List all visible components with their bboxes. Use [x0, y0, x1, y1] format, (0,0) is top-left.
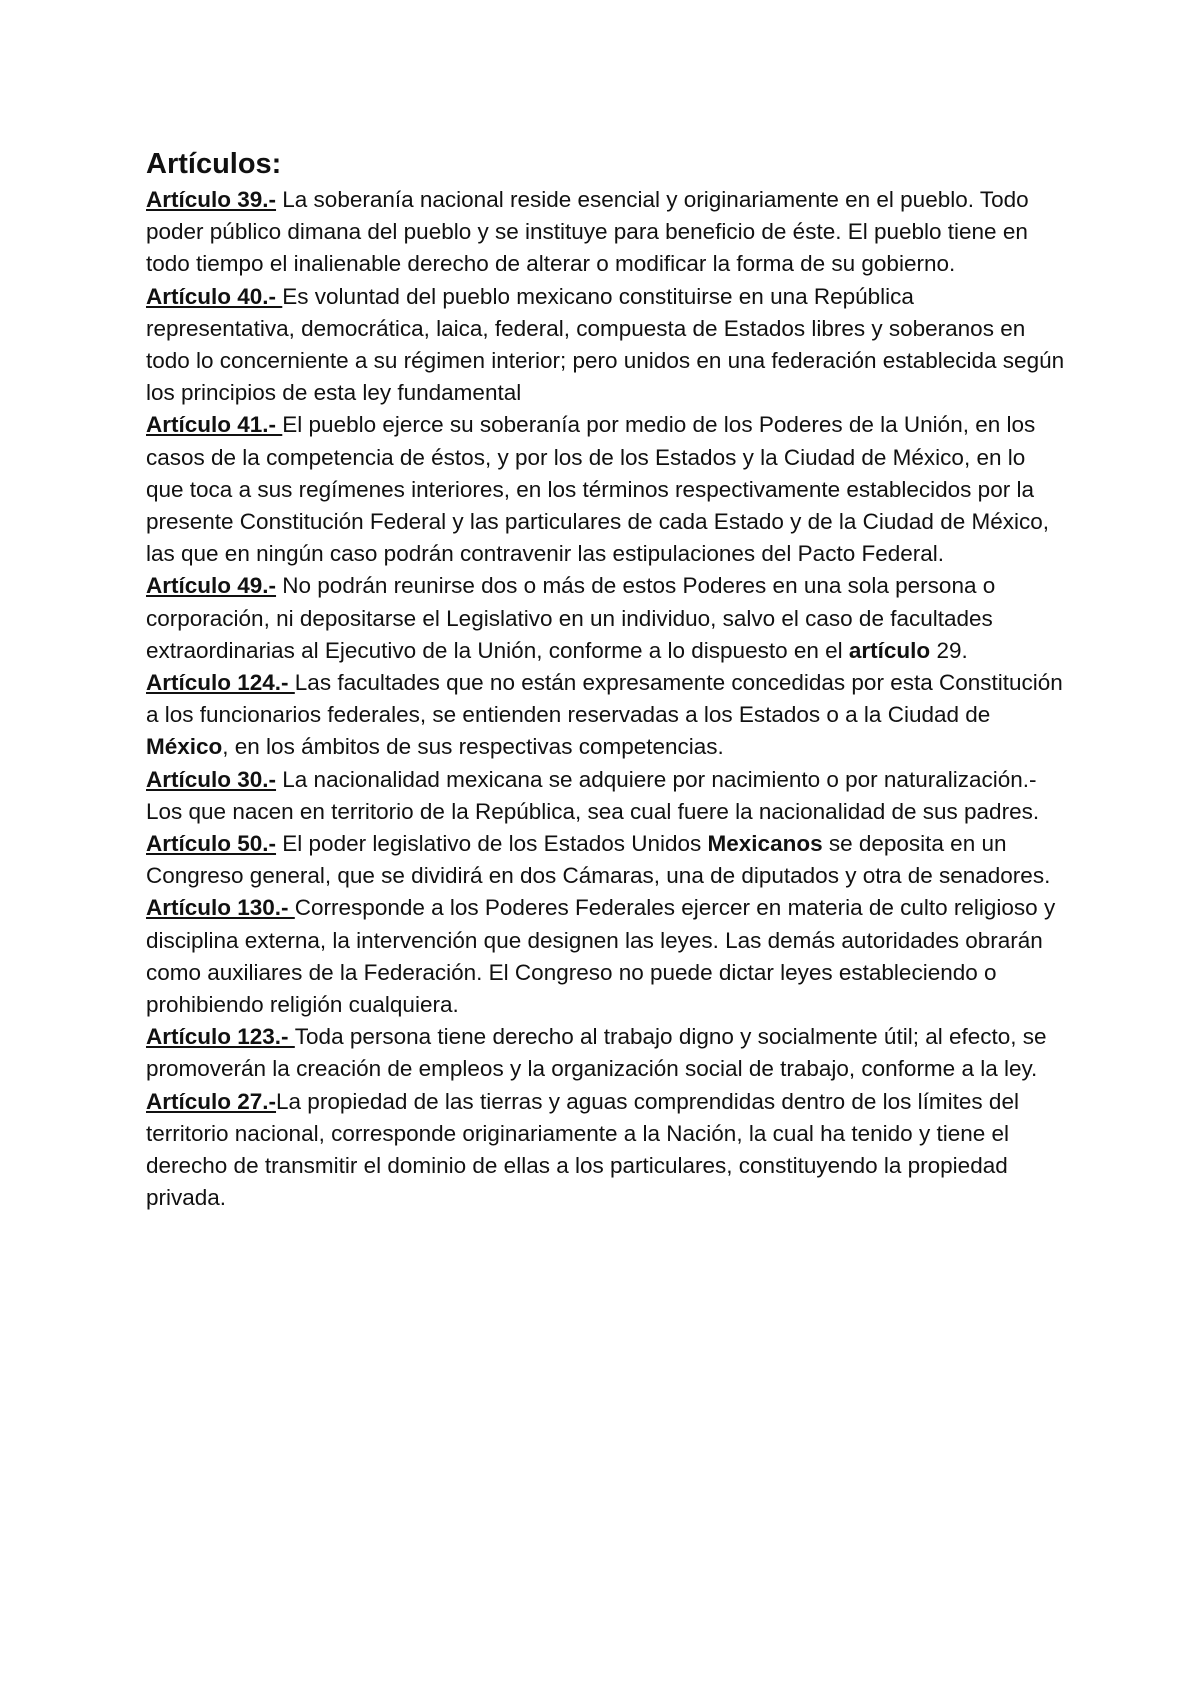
article-label: Artículo 123.- — [146, 1024, 295, 1050]
article-body-text: se deposita en un Congreso general, que se dividirá en dos Cámaras, una de diputados y otra de senadores. — [146, 831, 1051, 889]
article-label: Artículo 27.- — [146, 1088, 277, 1114]
article-body-text: La propiedad de las tierras y aguas comprendidas dentro de los límites del territorio nacional, corresponde originariamente a la Nación, la cual ha tenido y tiene el derecho de transmitir el dominio de ellas a los particulares, constituyendo la propiedad privada. — [146, 1088, 1019, 1211]
article-body-text: La nacionalidad mexicana se adquiere por nacimiento o por naturalización.- Los que nacen en territorio de la República, sea cual fuere la nacionalidad de sus padres. — [146, 766, 1040, 824]
document-title: Artículos: — [146, 148, 282, 180]
article-paragraph — [146, 570, 1066, 667]
article-emphasis-text: artículo — [848, 637, 931, 663]
article-paragraph — [146, 1086, 1066, 1215]
article-body-text: 29. — [930, 637, 968, 663]
article-label: Artículo 50.- — [146, 831, 277, 857]
article-paragraph — [146, 409, 1066, 570]
article-label: Artículo 49.- — [146, 573, 277, 599]
article-paragraph — [146, 828, 1066, 892]
article-body-text: La soberanía nacional reside esencial y originariamente en el pueblo. Todo poder público dimana del pueblo y se instituye para beneficio de éste. El pueblo tiene en todo tiempo el inalienable derecho de alterar o modificar la forma de su gobierno. — [146, 187, 1029, 277]
article-body-text: El poder legislativo de los Estados Unidos — [276, 831, 708, 857]
article-paragraph — [146, 184, 1066, 281]
article-body-text: El pueblo ejerce su soberanía por medio de los Poderes de la Unión, en los casos de la competencia de éstos, y por los de los Estados y la Ciudad de México, en lo que toca a sus regímenes interiores, en los términos respectivamente establecidos por la presente Constitución Federal y las particulares de cada Estado y de la Ciudad de México, las que en ningún caso podrán contravenir las estipulaciones del Pacto Federal. — [146, 412, 1049, 567]
article-body-text: Es voluntad del pueblo mexicano constituirse en una República representativa, democrática, laica, federal, compuesta de Estados libres y soberanos en todo lo concerniente a su régimen interior; pero unidos en una federación establecida según los principios de esta ley fundamental — [146, 283, 1065, 406]
article-body-text: Las facultades que no están expresamente concedidas por esta Constitución a los funcionarios federales, se entienden reservadas a los Estados o a la Ciudad de — [146, 670, 1063, 728]
article-paragraph — [146, 764, 1066, 828]
article-body-text: , en los ámbitos de sus respectivas competencias. — [222, 734, 724, 760]
article-list — [146, 184, 1066, 1215]
article-label: Artículo 124.- — [146, 670, 295, 696]
document-page — [146, 146, 1066, 1215]
article-emphasis-text: Mexicanos — [707, 831, 823, 857]
article-label: Artículo 39.- — [146, 187, 277, 212]
article-label: Artículo 41.- — [146, 412, 283, 438]
article-label: Artículo 130.- — [146, 895, 295, 921]
article-label: Artículo 40.- — [146, 283, 283, 309]
article-paragraph — [146, 1021, 1066, 1085]
article-emphasis-text: México — [146, 734, 223, 760]
article-body-text: Toda persona tiene derecho al trabajo digno y socialmente útil; al efecto, se promoverán la creación de empleos y la organización social de trabajo, conforme a la ley. — [146, 1024, 1047, 1082]
article-body-text: No podrán reunirse dos o más de estos Poderes en una sola persona o corporación, ni depositarse el Legislativo en un individuo, salvo el caso de facultades extraordinarias al Ejecutivo de la Unión, conforme a lo dispuesto en el — [146, 573, 996, 663]
article-body-text: Corresponde a los Poderes Federales ejercer en materia de culto religioso y disciplina externa, la intervención que designen las leyes. Las demás autoridades obrarán como auxiliares de la Federación. El Congreso no puede dictar leyes estableciendo o prohibiendo religión cualquiera. — [146, 895, 1056, 1018]
article-paragraph — [146, 892, 1066, 1021]
article-label: Artículo 30.- — [146, 766, 277, 792]
article-paragraph — [146, 281, 1066, 410]
article-paragraph — [146, 667, 1066, 764]
